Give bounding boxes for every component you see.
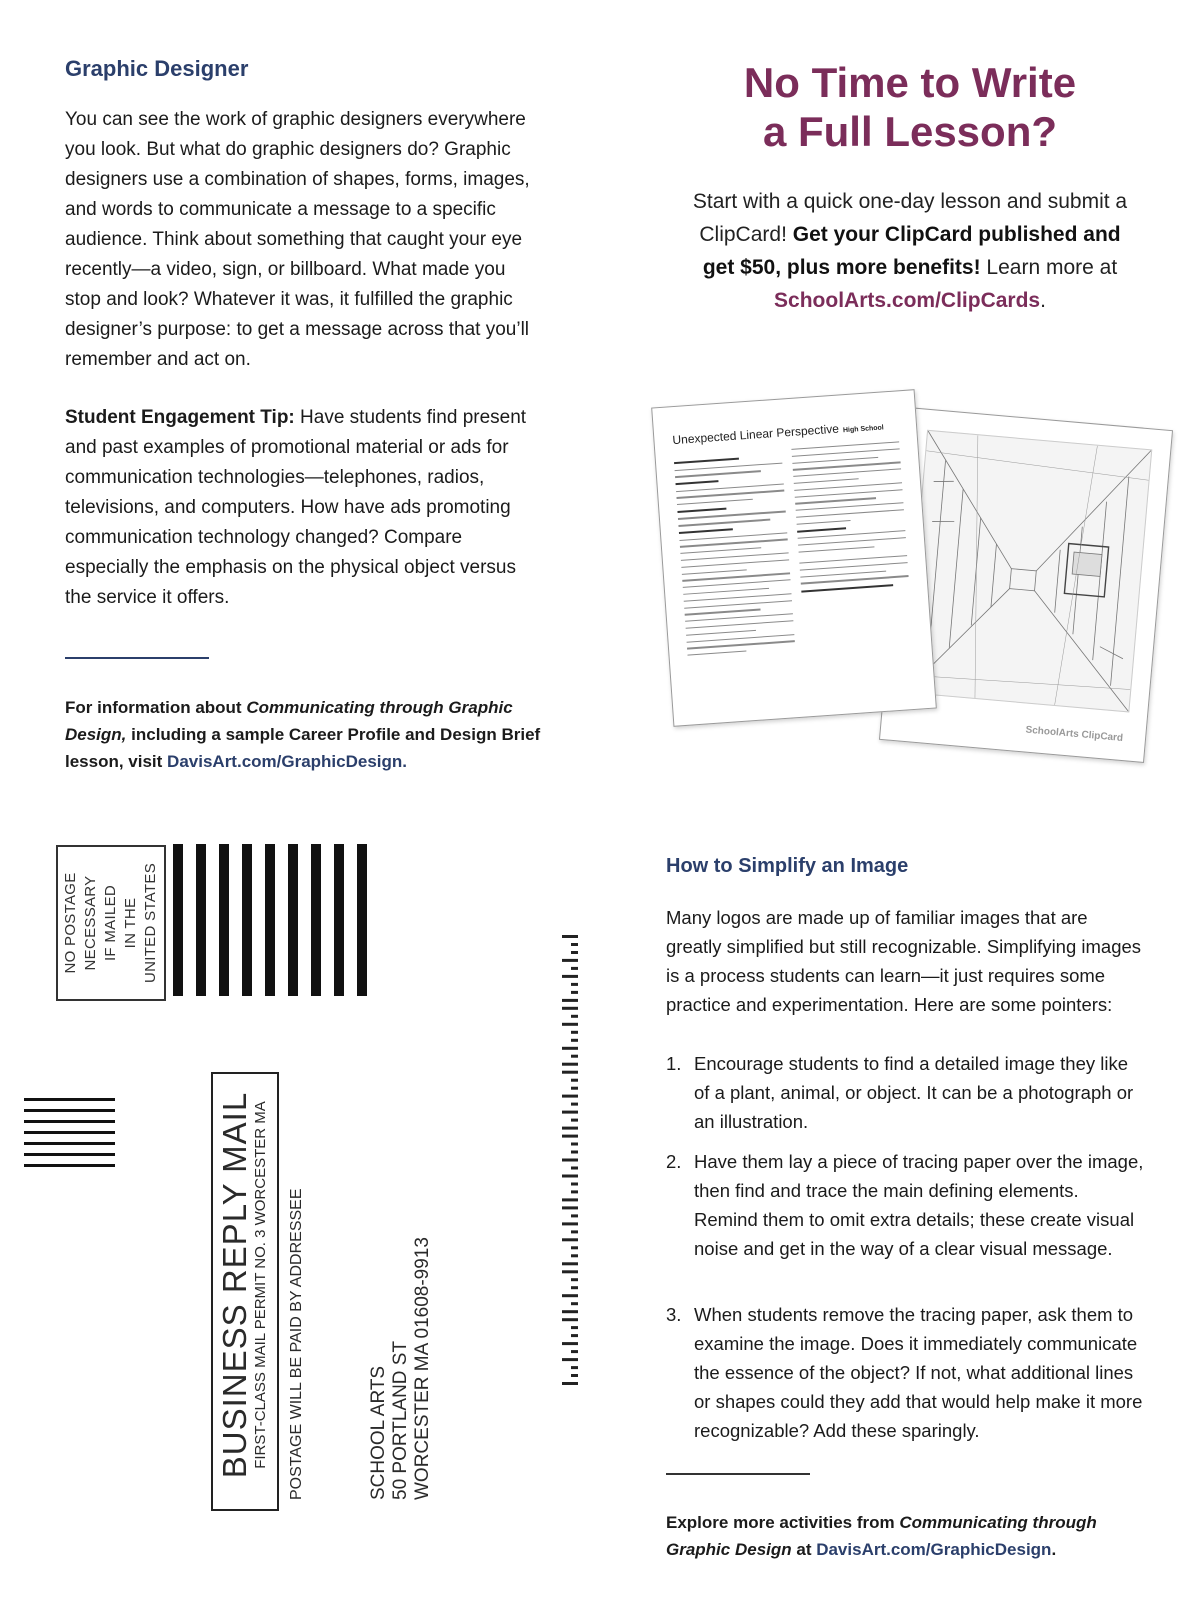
horizontal-bar bbox=[24, 1109, 115, 1112]
barcode-tick bbox=[562, 1198, 578, 1201]
clipcard-title bbox=[672, 418, 884, 447]
explore-end: . bbox=[1051, 1540, 1057, 1559]
promo-text-2: Learn more at bbox=[980, 256, 1118, 279]
address-line-2: 50 PORTLAND ST bbox=[390, 1340, 411, 1500]
headline-line-2: a Full Lesson? bbox=[762, 108, 1058, 155]
barcode-tick bbox=[571, 1079, 578, 1082]
barcode-tick bbox=[571, 1366, 578, 1369]
barcode-tick bbox=[571, 991, 578, 994]
fim-bar bbox=[357, 844, 367, 996]
barcode-tick bbox=[571, 1103, 578, 1106]
headline-line-1: No Time to Write bbox=[743, 59, 1077, 106]
horizontal-bar bbox=[24, 1142, 115, 1145]
no-postage-line: UNITED STATES bbox=[142, 862, 159, 984]
info-end: . bbox=[402, 752, 408, 771]
barcode-tick bbox=[562, 1063, 578, 1066]
barcode-tick bbox=[571, 1055, 578, 1058]
clipcard-left-column bbox=[674, 455, 796, 662]
barcode-tick bbox=[562, 1023, 578, 1026]
barcode-tick bbox=[562, 1222, 578, 1225]
barcode-tick bbox=[562, 1238, 578, 1241]
barcode-tick bbox=[562, 999, 578, 1002]
perspective-sketch bbox=[904, 430, 1152, 713]
barcode-tick bbox=[562, 1382, 578, 1385]
address-line-1: SCHOOL ARTS bbox=[368, 1365, 389, 1500]
clipcard-brand: SchoolArts ClipCard bbox=[1025, 724, 1124, 745]
no-postage-line: IN THE bbox=[122, 897, 139, 949]
no-postage-line: IF MAILED bbox=[102, 884, 119, 962]
barcode-tick bbox=[571, 1151, 578, 1154]
promo-text-1: Start with a quick one-day lesson and submit a ClipCard! bbox=[692, 190, 1128, 246]
fim-bar bbox=[334, 844, 344, 996]
horizontal-bar bbox=[24, 1098, 115, 1101]
barcode-tick bbox=[562, 935, 578, 938]
no-postage-text bbox=[58, 847, 164, 999]
step-number: 1. bbox=[666, 1053, 682, 1074]
fim-bar bbox=[173, 844, 183, 996]
barcode-tick bbox=[562, 959, 578, 962]
graphic-designer-body: You can see the work of graphic designers everywhere you look. But what do graphic designers do? Graphic designers use a combination of shapes, forms, images, and words to communicate a message to a specific audience. Think about something that caught your eye recently—a video, sign, or billboard. What made you stop and look? Whatever it was, it fulfilled the graphic designer’s purpose: to get a message across that you’ll remember and act on. bbox=[65, 109, 530, 370]
barcode-tick bbox=[571, 1374, 578, 1377]
barcode-tick bbox=[562, 1358, 578, 1361]
step-text: Have them lay a piece of tracing paper over the image, then find and trace the main defining elements. Remind them to omit extra details; these create visual noise and get in the way of a clear visual message. bbox=[694, 1151, 1144, 1259]
barcode-tick bbox=[562, 1175, 578, 1178]
fim-bar bbox=[265, 844, 275, 996]
simplify-intro: Many logos are made up of familiar images that are greatly simplified but still recognizable. Simplifying images is a process students can learn—it just requires some practice and experimentation. Here are some pointers: bbox=[666, 907, 1142, 1015]
postal-barcode bbox=[548, 935, 578, 1390]
clipcard-title-text: Unexpected Linear Perspective bbox=[671, 421, 840, 448]
promo-end: . bbox=[1040, 289, 1046, 312]
barcode-tick bbox=[571, 1119, 578, 1122]
no-postage-box bbox=[56, 845, 166, 1001]
barcode-tick bbox=[571, 951, 578, 954]
horizontal-bar bbox=[24, 1131, 115, 1134]
barcode-tick bbox=[562, 1262, 578, 1265]
barcode-tick bbox=[571, 1143, 578, 1146]
barcode-tick bbox=[571, 1334, 578, 1337]
horizontal-bar bbox=[24, 1120, 115, 1123]
barcode-tick bbox=[571, 1183, 578, 1186]
clipcards-link[interactable]: SchoolArts.com/ClipCards bbox=[774, 289, 1041, 312]
tip-text: Have students find present and past examples of promotional material or ads for communication technologies—telephones, radios, televisions, and computers. How have ads promoting communication technology changed? Compare especially the emphasis on the physical object versus the service it offers. bbox=[65, 407, 527, 608]
barcode-tick bbox=[562, 1159, 578, 1162]
permit-line: FIRST-CLASS MAIL PERMIT NO. 3 WORCESTER MA bbox=[252, 1101, 269, 1469]
barcode-tick bbox=[571, 1031, 578, 1034]
barcode-tick bbox=[562, 1270, 578, 1273]
info-middle: including a sample Career Profile and Design Brief lesson, visit bbox=[65, 725, 541, 771]
barcode-tick bbox=[571, 1015, 578, 1018]
barcode-tick bbox=[562, 975, 578, 978]
barcode-tick bbox=[571, 1246, 578, 1249]
simplify-step bbox=[666, 1300, 1146, 1445]
fim-bar bbox=[196, 844, 206, 996]
barcode-tick bbox=[562, 1310, 578, 1313]
fim-bar bbox=[311, 844, 321, 996]
barcode-tick bbox=[571, 1230, 578, 1233]
barcode-tick bbox=[571, 1278, 578, 1281]
simplify-heading: How to Simplify an Image bbox=[666, 855, 909, 877]
horizontal-bar bbox=[24, 1153, 115, 1156]
promo-headline bbox=[650, 58, 1170, 156]
clipcard-lesson bbox=[651, 389, 937, 727]
barcode-tick bbox=[562, 1047, 578, 1050]
section-divider bbox=[666, 1473, 810, 1475]
barcode-tick bbox=[571, 1350, 578, 1353]
barcode-tick bbox=[571, 943, 578, 946]
barcode-tick bbox=[571, 1087, 578, 1090]
fim-bar bbox=[288, 844, 298, 996]
barcode-tick bbox=[562, 1071, 578, 1074]
postage-paid-line: POSTAGE WILL BE PAID BY ADDRESSEE bbox=[288, 1188, 305, 1500]
barcode-tick bbox=[571, 983, 578, 986]
barcode-tick bbox=[562, 1135, 578, 1138]
no-postage-line: NO POSTAGE bbox=[62, 872, 79, 974]
horizontal-bar bbox=[24, 1164, 115, 1167]
explore-book-title: Communicating through Graphic Design bbox=[666, 1513, 1097, 1559]
no-postage-line: NECESSARY bbox=[82, 875, 99, 971]
barcode-tick bbox=[562, 1007, 578, 1010]
barcode-tick bbox=[562, 1318, 578, 1321]
simplify-step bbox=[666, 1049, 1146, 1136]
barcode-tick bbox=[571, 1254, 578, 1257]
info-prefix: For information about bbox=[65, 698, 247, 717]
barcode-tick bbox=[571, 1214, 578, 1217]
fim-bar bbox=[242, 844, 252, 996]
step-number: 2. bbox=[666, 1151, 682, 1172]
fim-bar bbox=[219, 844, 229, 996]
davisart-link[interactable]: DavisArt.com/GraphicDesign bbox=[167, 752, 403, 771]
barcode-tick bbox=[571, 1190, 578, 1193]
barcode-tick bbox=[571, 1286, 578, 1289]
barcode-tick bbox=[571, 1167, 578, 1170]
barcode-tick bbox=[571, 1039, 578, 1042]
tip-label: Student Engagement Tip: bbox=[65, 407, 295, 428]
business-reply-label: BUSINESS REPLY MAIL bbox=[216, 1091, 253, 1479]
engagement-tip bbox=[65, 403, 545, 613]
step-number: 3. bbox=[666, 1304, 682, 1325]
promo-text bbox=[690, 185, 1130, 317]
barcode-tick bbox=[571, 1302, 578, 1305]
clipcard-right-column bbox=[791, 441, 909, 597]
explore-prefix: Explore more activities from bbox=[666, 1513, 900, 1532]
barcode-tick bbox=[562, 1206, 578, 1209]
barcode-tick bbox=[562, 1111, 578, 1114]
promo-bold: Get your ClipCard published and get $50, plus more benefits! bbox=[702, 223, 1121, 279]
explore-middle: at bbox=[791, 1540, 817, 1559]
barcode-tick bbox=[562, 1294, 578, 1297]
address-line-3: WORCESTER MA 01608-9913 bbox=[412, 1237, 433, 1500]
section-divider bbox=[65, 657, 209, 659]
simplify-step bbox=[666, 1147, 1146, 1263]
barcode-tick bbox=[562, 1342, 578, 1345]
clipcard-level: High School bbox=[842, 424, 884, 435]
barcode-tick bbox=[571, 967, 578, 970]
step-text: When students remove the tracing paper, ask them to examine the image. Does it immediately communicate the essence of the object? If not, what additional lines or shapes could they add that would help make it more recognizable? Add these sparingly. bbox=[694, 1304, 1143, 1441]
explore-note bbox=[666, 1509, 1146, 1563]
barcode-tick bbox=[571, 1326, 578, 1329]
davisart-link[interactable]: DavisArt.com/GraphicDesign bbox=[816, 1540, 1052, 1559]
step-text: Encourage students to find a detailed image they like of a plant, animal, or object. It can be a photograph or an illustration. bbox=[694, 1053, 1134, 1132]
graphic-designer-heading: Graphic Designer bbox=[65, 56, 249, 81]
info-book-title: Communicating through Graphic Design, bbox=[65, 698, 513, 744]
barcode-tick bbox=[562, 1095, 578, 1098]
hallway-sketch-image bbox=[905, 431, 1151, 712]
barcode-tick bbox=[562, 1127, 578, 1130]
info-note bbox=[65, 694, 545, 775]
